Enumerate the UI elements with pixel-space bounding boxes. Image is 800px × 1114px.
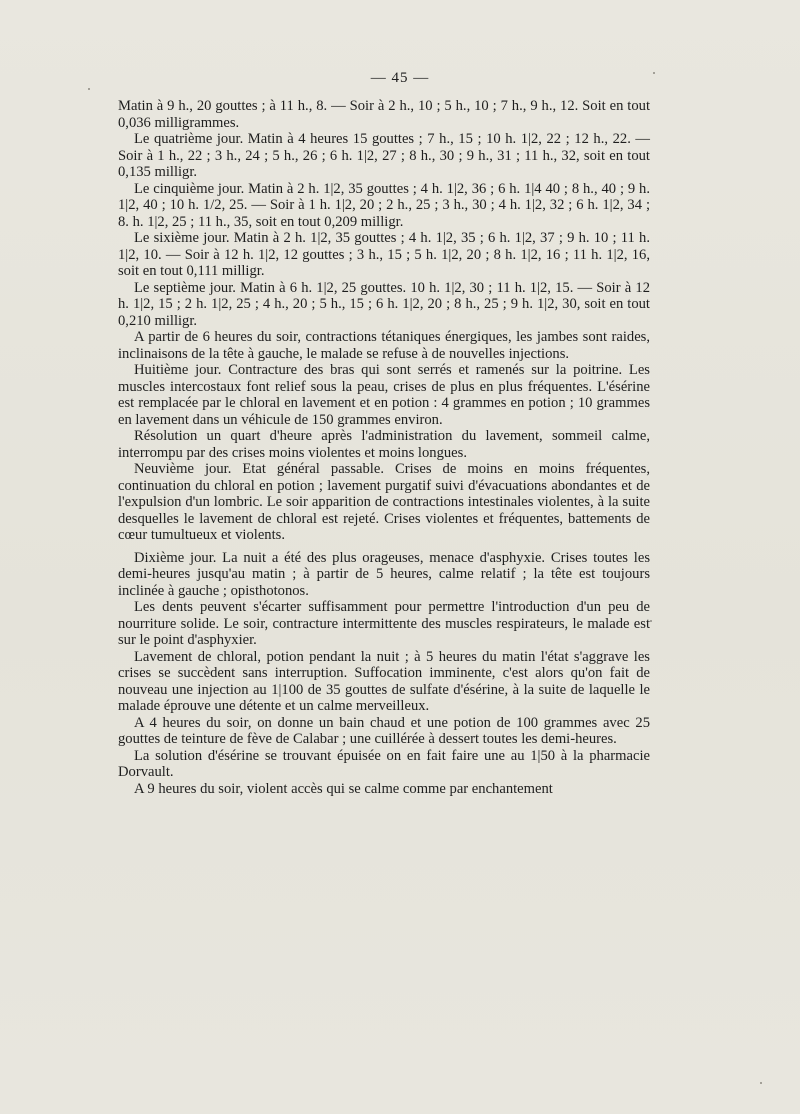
paragraph: Le cinquième jour. Matin à 2 h. 1|2, 35 gouttes ; 4 h. 1|2, 36 ; 6 h. 1|4 40 ; 8 h., 40 ; 9 h. 1|2, 40 ; 10 h. 1/2, 25. — Soir à 1 h. 1|2, 20 ; 2 h., 25 ; 3 h., 30 ; 4 h. 1|2, 32 ; 6 h. 1|2, 34 ; 8. h. 1|2, 25 ; 11 h., 35, soit en tout 0,209 milligr. xyxy=(118,180,650,230)
paragraph: La solution d'ésérine se trouvant épuisée on en fait faire une au 1|50 à la pharmacie Dorvault. xyxy=(118,747,650,780)
paragraph: A 4 heures du soir, on donne un bain chaud et une potion de 100 grammes avec 25 gouttes de teinture de fève de Calabar ; une cuillérée à dessert toutes les demi-heures. xyxy=(118,714,650,747)
paragraph: Huitième jour. Contracture des bras qui sont serrés et ramenés sur la poitrine. Les muscles intercostaux font relief sous la peau, crises de plus en plus fréquentes. L'ésérine est remplacée par le chloral en lavement et en potion : 4 grammes en potion ; 10 grammes en lavement dans un véhicule de 150 grammes environ. xyxy=(118,362,650,428)
paragraph: Le septième jour. Matin à 6 h. 1|2, 25 gouttes. 10 h. 1|2, 30 ; 11 h. 1|2, 15. — Soir à 12 h. 1|2, 15 ; 2 h. 1|2, 25 ; 4 h., 20 ; 5 h., 15 ; 6 h. 1|2, 20 ; 8 h., 25 ; 9 h. 1|2, 30, soit en tout 0,210 milligr. xyxy=(118,279,650,329)
paper-speck xyxy=(760,1082,762,1084)
paper-speck xyxy=(650,620,652,622)
paragraph: Les dents peuvent s'écarter suffisamment pour permettre l'introduction d'un peu de nourriture solide. Le soir, contracture intermittente des muscles respirateurs, le malade est sur le point d'asphyxier. xyxy=(118,599,650,648)
paragraph: A 9 heures du soir, violent accès qui se calme comme par enchantement xyxy=(134,780,553,797)
paragraph: Matin à 9 h., 20 gouttes ; à 11 h., 8. — Soir à 2 h., 10 ; 5 h., 10 ; 7 h., 9 h., 12. Soit en tout 0,036 milligrammes. xyxy=(118,98,650,131)
paragraph: A partir de 6 heures du soir, contractions tétaniques énergiques, les jambes sont raides, inclinaisons de la tête à gauche, le malade se refuse à de nouvelles injections. xyxy=(118,329,650,362)
paper-speck xyxy=(653,72,655,74)
paragraph: Résolution un quart d'heure après l'administration du lavement, sommeil calme, interrompu par des crises moins violentes et moins longues. xyxy=(118,428,650,461)
paragraph: Dixième jour. La nuit a été des plus orageuses, menace d'asphyxie. Crises toutes les demi-heures jusqu'au matin ; à partir de 5 heures, calme relatif ; la tête est toujours inclinée à gauche ; opisthotonos. xyxy=(118,549,650,599)
paragraph: Le sixième jour. Matin à 2 h. 1|2, 35 gouttes ; 4 h. 1|2, 35 ; 6 h. 1|2, 37 ; 9 h. 10 ; 11 h. 1|2, 10. — Soir à 12 h. 1|2, 12 gouttes ; 3 h., 15 ; 5 h. 1|2, 20 ; 8 h. 1|2, 16 ; 11 h. 1|2, 16, soit en tout 0,111 milligr. xyxy=(118,230,650,279)
paper-speck xyxy=(88,88,90,90)
body-text xyxy=(118,98,650,797)
paragraph: Lavement de chloral, potion pendant la nuit ; à 5 heures du matin l'état s'aggrave les crises se succèdent sans interruption. Suffocation imminente, c'est alors qu'on fait de nouveau une injection au 1|100 de 35 gouttes de sulfate d'ésérine, à la suite de laquelle le malade éprouve une détente et un calme merveilleux. xyxy=(118,648,650,714)
paragraph: Le quatrième jour. Matin à 4 heures 15 gouttes ; 7 h., 15 ; 10 h. 1|2, 22 ; 12 h., 22. — Soir à 1 h., 22 ; 3 h., 24 ; 5 h., 26 ; 6 h. 1|2, 27 ; 8 h., 30 ; 9 h., 31 ; 11 h., 32, soit en tout 0,135 milligr. xyxy=(118,131,650,180)
page-number: — 45 — xyxy=(370,70,430,86)
paragraph: Neuvième jour. Etat général passable. Crises de moins en moins fréquentes, continuation du chloral en potion ; lavement purgatif suivi d'évacuations abondantes et de l'expulsion d'un lombric. Le soir apparition de contractions intestinales violentes, à la suite desquelles le lavement de chloral est rejeté. Crises violentes et fréquentes, battements de cœur tumultueux et violents. xyxy=(118,461,650,543)
